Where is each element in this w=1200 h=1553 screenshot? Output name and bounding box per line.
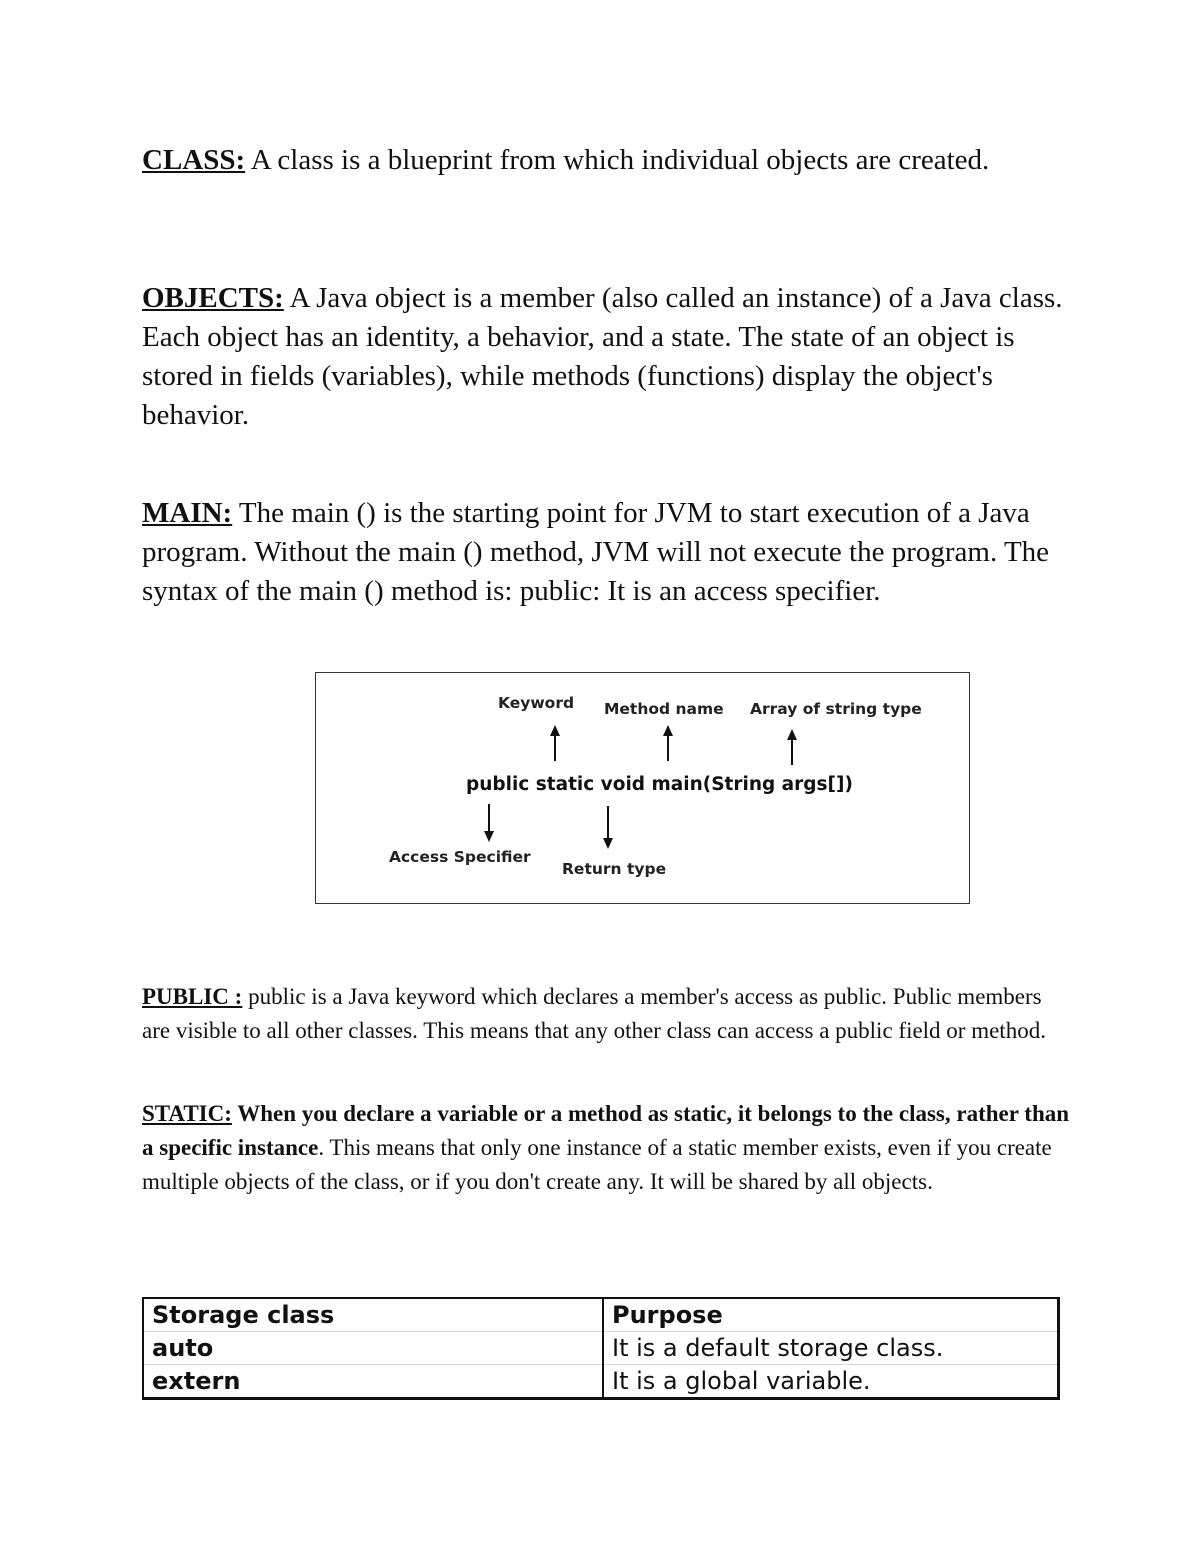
- row-auto-class: auto: [143, 1332, 603, 1365]
- class-text: A class is a blueprint from which individual objects are created.: [245, 144, 990, 176]
- table-row: [143, 1332, 1059, 1365]
- objects-definition: [142, 279, 1072, 435]
- row-extern-class: extern: [143, 1365, 603, 1399]
- table-row: [143, 1365, 1059, 1399]
- main-definition: [142, 494, 1072, 611]
- public-text: public is a Java keyword which declares a member's access as public. Public members are visible to all other classes. This means that any other class can access a public field or method.: [142, 984, 1046, 1043]
- storage-class-table: [142, 1297, 1060, 1400]
- public-definition: [142, 980, 1072, 1048]
- class-definition: [142, 141, 1072, 180]
- row-extern-purpose: It is a global variable.: [603, 1365, 1059, 1399]
- static-definition: [142, 1097, 1072, 1199]
- static-text: . This means that only one instance of a static member exists, even if you create multiple objects of the class, or if you don't create any. It will be shared by all objects.: [142, 1135, 1052, 1194]
- row-auto-purpose: It is a default storage class.: [603, 1332, 1059, 1365]
- main-term: MAIN:: [142, 497, 233, 529]
- static-bold-text: When you declare a variable or a method as static, it belongs to the class, rather than a specific instance: [142, 1101, 1070, 1160]
- table-header-row: [143, 1298, 1059, 1332]
- array-type-label: Array of string type: [750, 700, 922, 718]
- keyword-label: Keyword: [498, 694, 575, 712]
- header-storage-class: Storage class: [143, 1298, 603, 1332]
- class-term: CLASS:: [142, 144, 246, 176]
- public-term: PUBLIC :: [142, 984, 243, 1009]
- header-purpose: Purpose: [603, 1298, 1059, 1332]
- static-term: STATIC:: [142, 1101, 232, 1126]
- main-text: The main () is the starting point for JVM to start execution of a Java program. Without the main () method, JVM will not execute the program. The syntax of the main () method is: public: It is an access specifier.: [142, 497, 1050, 607]
- access-specifier-label: Access Specifier: [389, 848, 531, 866]
- objects-text: A Java object is a member (also called an instance) of a Java class. Each object has an identity, a behavior, and a state. The state of an object is stored in fields (variables), while methods (functions) display the object's behavior.: [142, 282, 1063, 431]
- main-signature-code: public static void main(String args[]): [466, 774, 853, 795]
- main-syntax-diagram: [315, 672, 970, 904]
- method-name-label: Method name: [604, 700, 724, 718]
- return-type-label: Return type: [562, 860, 667, 878]
- objects-term: OBJECTS:: [142, 282, 284, 314]
